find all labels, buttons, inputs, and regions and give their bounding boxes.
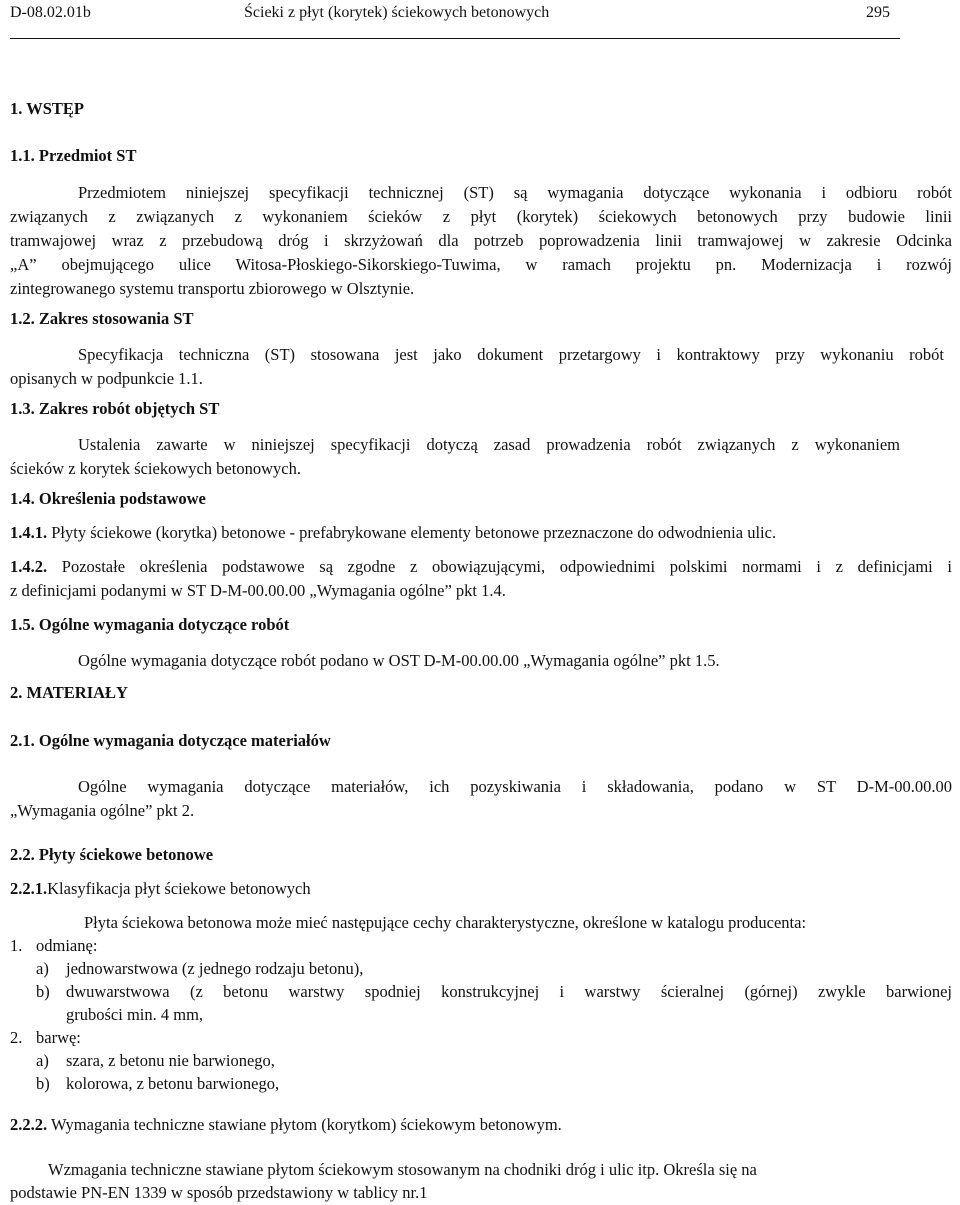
definition-1-4-1	[10, 521, 952, 545]
para-1-3-line-2: ścieków z korytek ściekowych betonowych.	[10, 459, 301, 478]
subheading-2-2-2	[10, 1113, 952, 1137]
list-letter: b)	[36, 982, 50, 1001]
definition-1-4-2-line-1	[10, 555, 952, 579]
list-item-b-continuation: grubości min. 4 mm,	[66, 1005, 204, 1024]
para-1-2-line-2: opisanych w podpunkcie 1.1.	[10, 369, 203, 388]
para-closing-line-1: Wzmagania techniczne stawiane płytom ściekowym stosowanym na chodniki dróg i ulic itp. Określa się na	[48, 1160, 757, 1179]
para-2-1-line-2: „Wymagania ogólne” pkt 2.	[10, 801, 195, 820]
para-1-5: Ogólne wymagania dotyczące robót podano w OST D-M-00.00.00 „Wymagania ogólne” pkt 1.5.	[78, 651, 720, 670]
page-number: 295	[866, 4, 890, 21]
para-1-1-line-4: „A” obejmującego ulice Witosa-Płoskiego-Sikorskiego-Tuwima, w ramach projektu pn. Modernizacja i rozwój	[10, 255, 952, 274]
header-divider	[10, 38, 900, 39]
list-text: odmianę:	[36, 936, 98, 955]
para-1-1-line-1: Przedmiotem niniejszej specyfikacji technicznej (ST) są wymagania dotyczące wykonania i odbioru robót	[78, 183, 952, 202]
section-heading-wstep: 1. WSTĘP	[10, 99, 84, 118]
subheading-2-2-2-text: Wymagania techniczne stawiane płytom (korytkom) ściekowym betonowym.	[47, 1115, 562, 1134]
list-text: jednowarstwowa (z jednego rodzaju betonu),	[66, 959, 364, 978]
doc-title: Ścieki z płyt (korytek) ściekowych betonowych	[244, 4, 550, 21]
para-1-1-line-2: związanych z związanych z wykonaniem ścieków z płyt (korytek) ściekowych betonowych przy budowie linii	[10, 207, 952, 226]
subheading-2-2-1-number: 2.2.1.	[10, 879, 48, 898]
list-text: dwuwarstwowa (z betonu warstwy spodniej konstrukcyjnej i warstwy ścieralnej (górnej) zwykle barwionej	[66, 982, 952, 1001]
heading-2-2: 2.2. Płyty ściekowe betonowe	[10, 845, 214, 864]
list-number: 2.	[10, 1028, 23, 1047]
section-heading-materialy: 2. MATERIAŁY	[10, 683, 128, 702]
doc-code: D-08.02.01b	[10, 4, 91, 21]
subheading-2-2-2-number: 2.2.2.	[10, 1115, 48, 1134]
subheading-2-2-1-text: Klasyfikacja płyt ściekowe betonowych	[47, 879, 311, 898]
list-text: kolorowa, z betonu barwionego,	[66, 1074, 280, 1093]
heading-1-3: 1.3. Zakres robót objętych ST	[10, 399, 220, 418]
subheading-2-2-1	[10, 877, 952, 901]
para-1-1-line-3: tramwajowej wraz z przebudową dróg i skrzyżowań dla potrzeb poprowadzenia linii tramwajowej w zakresie Odcinka	[10, 231, 952, 250]
heading-1-5: 1.5. Ogólne wymagania dotyczące robót	[10, 615, 290, 634]
para-1-2-line-1: Specyfikacja techniczna (ST) stosowana jest jako dokument przetargowy i kontraktowy przy wykonaniu robót	[78, 345, 944, 364]
heading-2-1: 2.1. Ogólne wymagania dotyczące materiałów	[10, 731, 331, 750]
definition-1-4-1-text: Płyty ściekowe (korytka) betonowe - prefabrykowane elementy betonowe przeznaczone do odwodnienia ulic.	[47, 523, 777, 542]
heading-1-1: 1.1. Przedmiot ST	[10, 146, 137, 165]
list-letter: a)	[36, 959, 49, 978]
para-1-1-line-5: zintegrowanego systemu transportu zbiorowego w Olsztynie.	[10, 279, 415, 298]
heading-1-2: 1.2. Zakres stosowania ST	[10, 309, 194, 328]
para-2-2-1-intro: Płyta ściekowa betonowa może mieć następujące cechy charakterystyczne, określone w katalogu producenta:	[84, 913, 807, 932]
heading-1-4: 1.4. Określenia podstawowe	[10, 489, 206, 508]
definition-1-4-1-number: 1.4.1.	[10, 523, 48, 542]
list-text: szara, z betonu nie barwionego,	[66, 1051, 275, 1070]
para-closing-line-2: podstawie PN-EN 1339 w sposób przedstawiony w tablicy nr.1	[10, 1183, 428, 1202]
definition-1-4-2-line-2: z definicjami podanymi w ST D-M-00.00.00 „Wymagania ogólne” pkt 1.4.	[10, 581, 506, 600]
list-number: 1.	[10, 936, 23, 955]
definition-1-4-2-text: Pozostałe określenia podstawowe są zgodne z obowiązującymi, odpowiednimi polskimi normami i z definicjami i	[47, 557, 952, 576]
para-1-3-line-1: Ustalenia zawarte w niniejszej specyfikacji dotyczą zasad prowadzenia robót związanych z wykonaniem	[78, 435, 900, 454]
list-letter: b)	[36, 1074, 50, 1093]
definition-1-4-2-number: 1.4.2.	[10, 557, 48, 576]
para-2-1-line-1: Ogólne wymagania dotyczące materiałów, ich pozyskiwania i składowania, podano w ST D-M-00.00.00	[78, 777, 952, 796]
list-text: barwę:	[36, 1028, 81, 1047]
list-letter: a)	[36, 1051, 49, 1070]
